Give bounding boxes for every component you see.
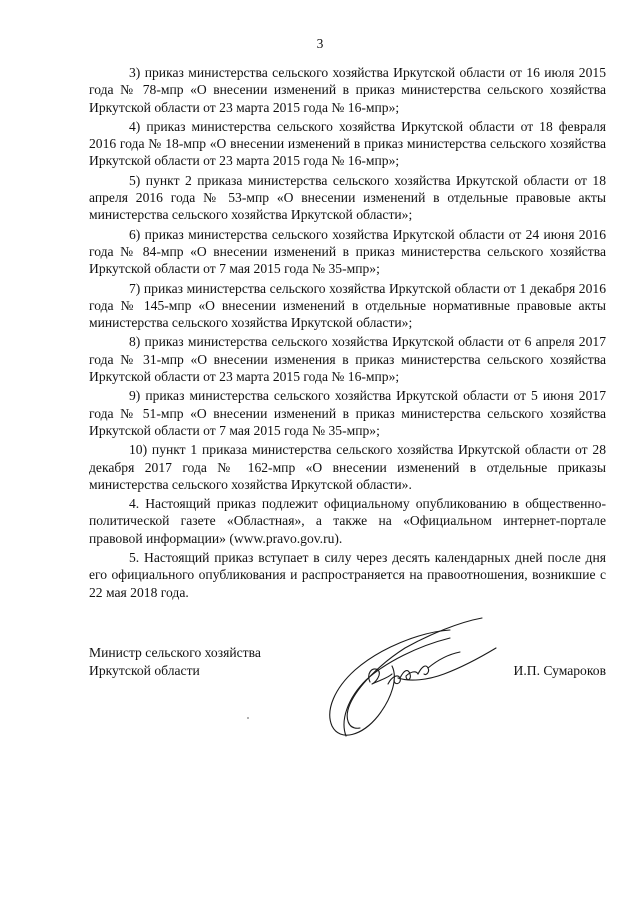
paragraph-item-3: 3) приказ министерства сельского хозяйства Иркутской области от 16 июля 2015 года № 78-мпр «О внесении изменений в приказ министерства сельского хозяйства Иркутской области от 23 марта 2015 года № 16-мпр»;	[89, 65, 606, 115]
handwritten-signature	[300, 608, 520, 748]
signer-position	[89, 644, 329, 679]
paragraph-item-5: 5) пункт 2 приказа министерства сельского хозяйства Иркутской области от 18 апреля 2016 года № 53-мпр «О внесении изменений в отдельные правовые акты министерства сельского хозяйства Иркутской области»;	[89, 172, 606, 223]
page-number: 3	[316, 36, 324, 51]
signer-name: И.П. Сумароков	[513, 663, 606, 678]
paragraph-clause-4: 4. Настоящий приказ подлежит официальному опубликованию в общественно-политической газете «Областная», а также на «Официальном интернет-портале правовой информации» (www.pravo.gov.ru).	[89, 496, 606, 546]
paragraph-item-8: 8) приказ министерства сельского хозяйства Иркутской области от 6 апреля 2017 года № 31-мпр «О внесении изменения в приказ министерства сельского хозяйства Иркутской области от 23 марта 2015 года № 16-мпр»;	[89, 334, 606, 385]
paragraph-item-4: 4) приказ министерства сельского хозяйства Иркутской области от 18 февраля 2016 года № 18-мпр «О внесении изменений в приказ министерства сельского хозяйства Иркутской области от 23 марта 2015 года № 16-мпр»;	[89, 118, 606, 169]
signer-position-line1: Министр сельского хозяйства	[89, 645, 261, 660]
signer-position-line2: Иркутской области	[89, 662, 200, 678]
scan-speck	[247, 717, 249, 719]
paragraph-item-7: 7) приказ министерства сельского хозяйства Иркутской области от 1 декабря 2016 года № 145-мпр «О внесении изменений в отдельные нормативные правовые акты министерства сельского хозяйства Иркутской области»;	[89, 280, 606, 331]
document-body	[89, 64, 606, 603]
paragraph-item-10: 10) пункт 1 приказа министерства сельского хозяйства Иркутской области от 28 декабря 2017 года № 162-мпр «О внесении изменений в отдельные приказы министерства сельского хозяйства Иркутской области».	[89, 442, 606, 492]
paragraph-item-9: 9) приказ министерства сельского хозяйства Иркутской области от 5 июня 2017 года № 51-мпр «О внесении изменений в приказ министерства сельского хозяйства Иркутской области от 7 мая 2015 года № 35-мпр»;	[89, 388, 606, 438]
paragraph-item-6: 6) приказ министерства сельского хозяйства Иркутской области от 24 июня 2016 года № 84-мпр «О внесении изменений в приказ министерства сельского хозяйства Иркутской области от 7 мая 2015 года № 35-мпр»;	[89, 226, 606, 277]
paragraph-clause-5: 5. Настоящий приказ вступает в силу через десять календарных дней после дня его официального опубликования и распространяется на правоотношения, возникшие с 22 мая 2018 года.	[89, 550, 606, 600]
